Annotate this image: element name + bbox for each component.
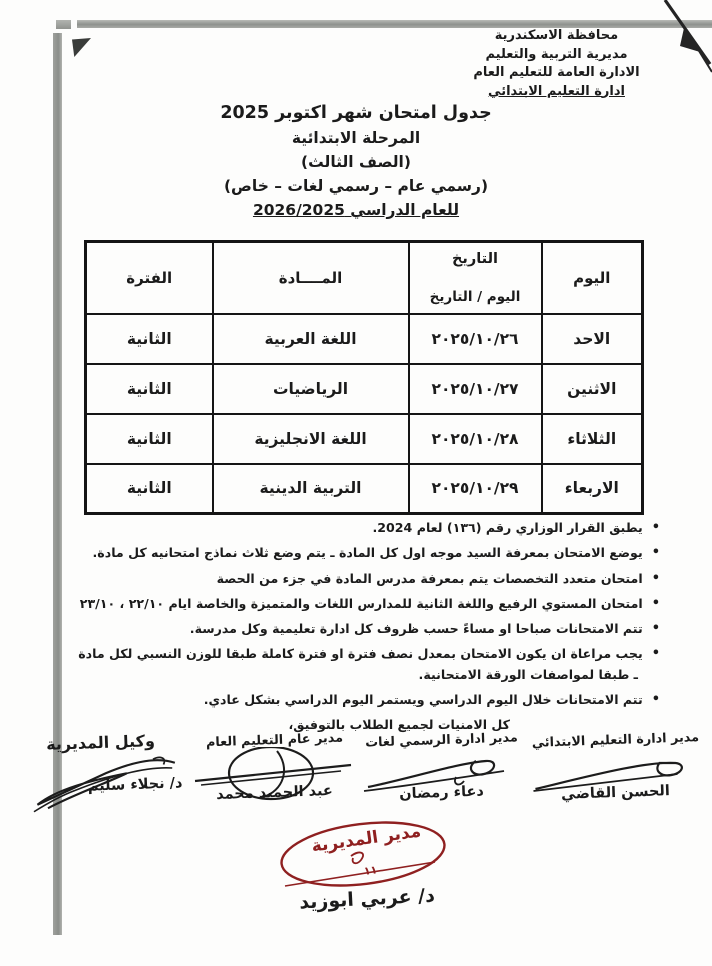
cell-day: الاثنين (542, 364, 643, 414)
note-text: امتحان المستوي الرفيع واللغة الثانية للمدارس اللغات والمتميزة والخاصة ايام ٢٢/١٠ ، ٢٣/١٠ (79, 595, 643, 611)
note-text: تتم الامتحانات صباحا او مساءً حسب ظروف كل ادارة تعليمية وكل مدرسة. (189, 621, 643, 636)
letterhead (449, 27, 664, 101)
note-item (48, 620, 660, 638)
cell-period: الثانية (86, 464, 213, 514)
scan-border-top-notch (56, 20, 71, 29)
title-block (0, 103, 712, 219)
table-row (86, 314, 643, 364)
header-subject: المــــادة (213, 242, 409, 314)
stamp-signer-name: د/ عربي ابوزيد (298, 884, 436, 914)
signature-title: مدير عام التعليم العام (205, 730, 344, 751)
cell-day: الاحد (542, 314, 643, 364)
table-header-row (86, 242, 643, 314)
table-row (86, 414, 643, 464)
bullet-icon: • (651, 595, 660, 611)
bullet-icon: • (651, 570, 660, 586)
stamp-area (255, 812, 475, 922)
letterhead-line: محافظة الاسكندرية (494, 28, 619, 43)
letterhead-line: ادارة التعليم الابتدائي (488, 83, 625, 99)
cell-date: ٢٠٢٥/١٠/٢٧ (409, 364, 542, 414)
bullet-icon: • (651, 621, 660, 636)
document-title: جدول امتحان شهر اكتوبر 2025 (220, 103, 492, 123)
note-subline: ـ طبقا لمواصفات الورقة الامتحانية. (418, 666, 638, 682)
stamp-inner-mark: ١١ (362, 863, 379, 878)
notes-list (48, 519, 660, 734)
note-item (48, 570, 660, 588)
note-text: يجب مراعاة ان يكون الامتحان بمعدل نصف فترة او فترة كاملة طبقا للوزن النسبي لكل مادة (78, 646, 643, 662)
bullet-icon: • (651, 545, 660, 561)
bullet-icon: • (651, 691, 660, 707)
signature-title: وكيل المديرية (45, 731, 156, 754)
table-row (86, 464, 643, 514)
cell-period: الثانية (86, 414, 213, 464)
note-item (48, 544, 660, 562)
exam-schedule-table (84, 240, 644, 515)
signature-title: مدير ادارة التعليم الابتدائي (531, 730, 700, 751)
stamp-text: مدير المديرية (310, 821, 423, 857)
academic-year-line: للعام الدراسي 2026/2025 (252, 201, 460, 219)
bullet-icon: • (651, 520, 660, 535)
cell-date: ٢٠٢٥/١٠/٢٨ (409, 414, 542, 464)
note-text: تتم الامتحانات خلال اليوم الدراسي ويستمر اليوم الدراسي بشكل عادي. (203, 691, 643, 707)
cell-date: ٢٠٢٥/١٠/٢٦ (409, 314, 542, 364)
signature-name: الحسن القاضي (560, 783, 671, 803)
cell-day: الاربعاء (542, 464, 643, 514)
school-types-line: (رسمي عام – رسمي لغات – خاص) (223, 177, 489, 195)
header-period: الفترة (86, 242, 213, 314)
letterhead-line: مديرية التربية والتعليم (485, 46, 628, 62)
cell-period: الثانية (86, 314, 213, 364)
note-text: امتحان متعدد التخصصات يتم بمعرفة مدرس المادة في جزء من الحصة (216, 570, 643, 586)
note-item (48, 595, 660, 613)
cell-subject: التربية الدينية (213, 464, 409, 514)
header-date-top: التاريخ (451, 250, 499, 267)
note-text: يوضع الامتحان بمعرفة السيد موجه اول كل المادة ـ يتم وضع ثلاث نماذج امتحانيه كل مادة. (92, 545, 643, 561)
signature-block-deputy-director (10, 733, 191, 833)
cell-date: ٢٠٢٥/١٠/٢٩ (409, 464, 542, 514)
header-date (409, 242, 542, 314)
bullet-icon: • (651, 646, 660, 662)
corner-fold-mark-icon (72, 38, 91, 57)
table-row (86, 364, 643, 414)
signature-block-primary-director (525, 730, 706, 833)
cell-day: الثلاثاء (542, 414, 643, 464)
note-item (48, 645, 660, 663)
cell-subject: اللغة العربية (213, 314, 409, 364)
header-date-bottom: اليوم / التاريخ (429, 288, 521, 305)
note-item (48, 519, 660, 537)
cell-subject: اللغة الانجليزية (213, 414, 409, 464)
stage-line: المرحلة الابتدائية (291, 129, 421, 147)
header-day: اليوم (542, 242, 643, 314)
signature-name: عبد الحميد محمد (215, 782, 334, 804)
grade-line: (الصف الثالث) (301, 153, 411, 171)
cell-subject: الرياضيات (213, 364, 409, 414)
closing-wishes-line: كل الامنيات لجميع الطلاب بالتوفيق، (288, 717, 510, 732)
note-text: يطبق القرار الوزاري رقم (١٣٦) لعام 2024. (372, 520, 643, 535)
letterhead-line: الادارة العامة للتعليم العام (473, 65, 640, 80)
signature-name: د/ نجلاء سليم (87, 775, 183, 795)
note-item (48, 691, 660, 709)
signature-title: مدير ادارة الرسمي لغات (364, 730, 519, 751)
signature-name: دعاء رمضان (398, 783, 485, 803)
cell-period: الثانية (86, 364, 213, 414)
